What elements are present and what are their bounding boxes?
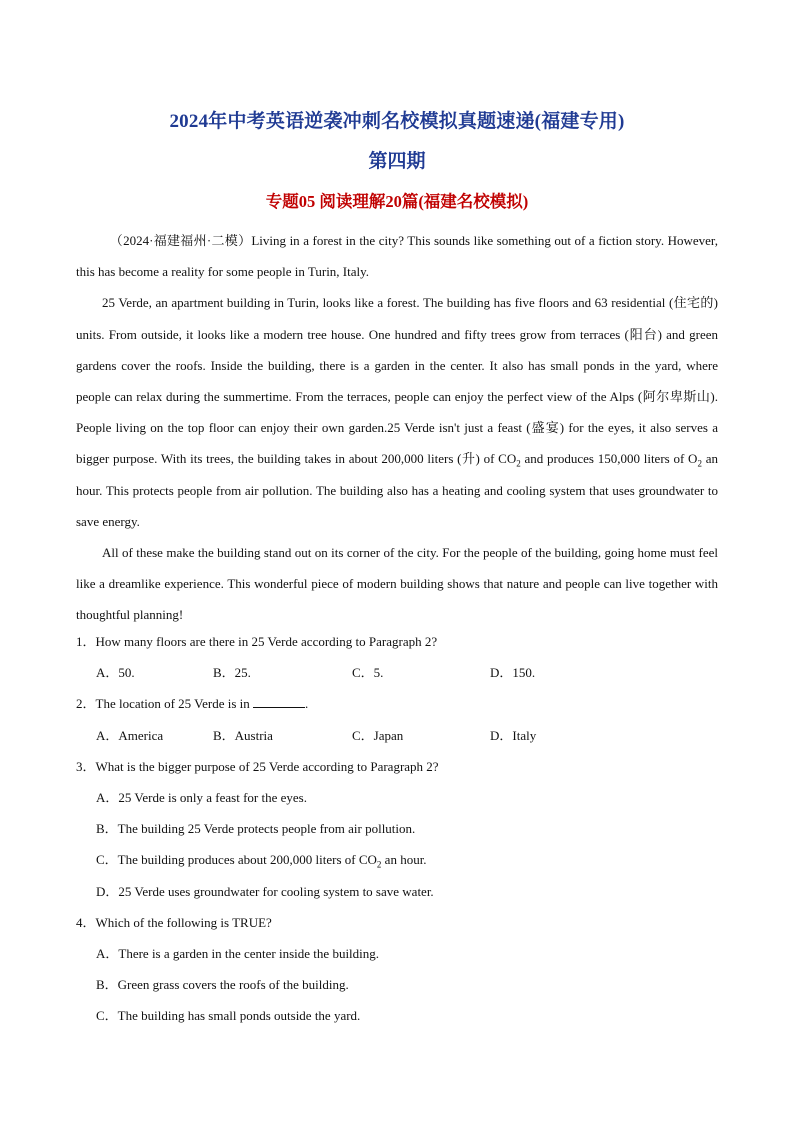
question-2: 2．The location of 25 Verde is in . <box>76 696 309 711</box>
reading-passage <box>76 225 718 631</box>
answer-blank <box>253 695 305 708</box>
q4-option-b[interactable]: B．Green grass covers the roofs of the building. <box>96 977 349 992</box>
paragraph-3: All of these make the building stand out on its corner of the city. For the people of the building, going home must feel like a dreamlike experience. This wonderful piece of modern building shows that nature and people can live together with thoughtful planning! <box>76 545 718 623</box>
q3-option-b[interactable]: B．The building 25 Verde protects people from air pollution. <box>96 821 416 836</box>
question-4: 4．Which of the following is TRUE? <box>76 915 272 930</box>
q4-option-a[interactable]: A．There is a garden in the center inside the building. <box>96 946 380 961</box>
q1-option-b[interactable]: B．25. <box>213 665 251 680</box>
q1-option-a[interactable]: A．50. <box>96 665 135 680</box>
question-3: 3．What is the bigger purpose of 25 Verde according to Paragraph 2? <box>76 759 439 774</box>
q1-option-d[interactable]: D．150. <box>490 665 536 680</box>
q3-option-a[interactable]: A．25 Verde is only a feast for the eyes. <box>96 790 307 805</box>
q2-option-d[interactable]: D．Italy <box>490 728 537 743</box>
question-1: 1．How many floors are there in 25 Verde according to Paragraph 2? <box>76 634 438 649</box>
q2-option-a[interactable]: A．America <box>96 728 164 743</box>
q4-option-c[interactable]: C．The building has small ponds outside the yard. <box>96 1008 361 1023</box>
paragraph-1: （2024·福建福州·二模）Living in a forest in the city? This sounds like something out of a fiction story. However, this has become a reality for some people in Turin, Italy. <box>76 233 718 280</box>
paragraph-2: 25 Verde, an apartment building in Turin, looks like a forest. The building has five floors and 63 residential (住宅的) units. From outside, it looks like a modern tree house. One hundred and fifty trees grow from terraces (阳台) and green gardens cover the roofs. Inside the building, there is a garden in the center. It also has small ponds in the yard, where people can relax during the summertime. From the terraces, people can enjoy the perfect view of the Alps (阿尔卑斯山). People living on the top floor can enjoy their own garden.25 Verde isn't just a feast (盛宴) for the eyes, it also serves a bigger purpose. With its trees, the building takes in about 200,000 liters (升) of $CO_2$ and produces 150,000 liters of $O_2$ an hour. This protects people from air pollution. The building also has a heating and cooling system that uses groundwater to save energy. <box>76 295 718 529</box>
document-title: 2024年中考英语逆袭冲刺名校模拟真题速递(福建专用) <box>169 111 625 132</box>
q2-option-c[interactable]: C．Japan <box>352 728 404 743</box>
issue-title: 第四期 <box>368 151 426 172</box>
source-note: （2024·福建福州·二模） <box>109 233 252 248</box>
q2-option-b[interactable]: B．Austria <box>213 728 273 743</box>
topic-title: 专题05 阅读理解20篇(福建名校模拟) <box>265 192 529 211</box>
q1-option-c[interactable]: C．5. <box>352 665 384 680</box>
q3-option-c[interactable]: C．The building produces about 200,000 liters of $CO_2$ an hour. <box>96 852 427 870</box>
q3-option-d[interactable]: D．25 Verde uses groundwater for cooling system to save water. <box>96 884 434 899</box>
